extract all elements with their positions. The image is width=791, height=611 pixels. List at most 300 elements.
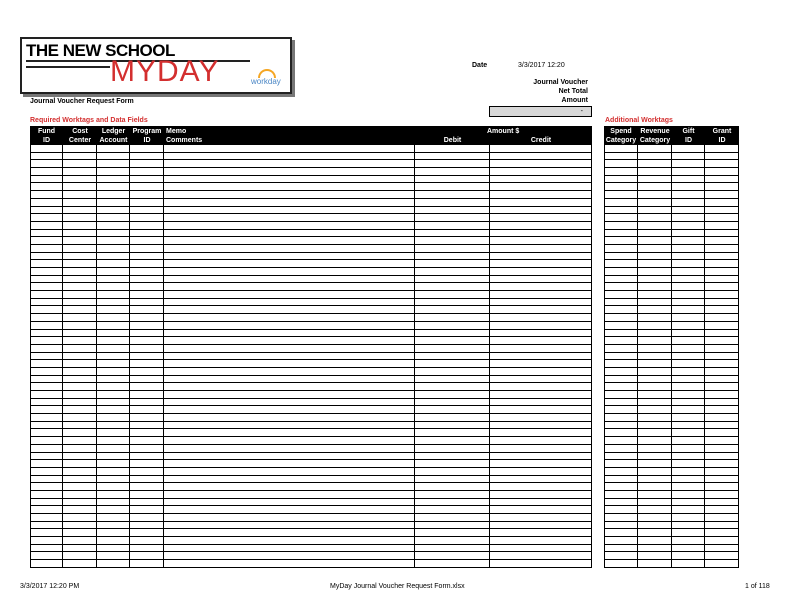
grid-cell[interactable] xyxy=(415,160,490,168)
grid-cell[interactable] xyxy=(63,545,97,553)
grid-cell[interactable] xyxy=(30,314,63,322)
grid-cell[interactable] xyxy=(164,399,415,407)
grid-cell[interactable] xyxy=(705,260,739,268)
grid-cell[interactable] xyxy=(164,268,415,276)
grid-cell[interactable] xyxy=(638,560,672,568)
grid-cell[interactable] xyxy=(415,453,490,461)
grid-cell[interactable] xyxy=(130,460,164,468)
grid-cell[interactable] xyxy=(63,422,97,430)
grid-cell[interactable] xyxy=(130,314,164,322)
grid-cell[interactable] xyxy=(415,291,490,299)
grid-cell[interactable] xyxy=(672,353,705,361)
grid-cell[interactable] xyxy=(30,391,63,399)
grid-cell[interactable] xyxy=(130,537,164,545)
grid-cell[interactable] xyxy=(490,345,592,353)
grid-cell[interactable] xyxy=(164,337,415,345)
grid-cell[interactable] xyxy=(30,422,63,430)
grid-cell[interactable] xyxy=(97,153,130,161)
grid-cell[interactable] xyxy=(705,476,739,484)
grid-cell[interactable] xyxy=(672,337,705,345)
grid-cell[interactable] xyxy=(638,283,672,291)
grid-cell[interactable] xyxy=(164,437,415,445)
grid-cell[interactable] xyxy=(30,552,63,560)
grid-cell[interactable] xyxy=(130,522,164,530)
grid-cell[interactable] xyxy=(63,506,97,514)
grid-cell[interactable] xyxy=(415,199,490,207)
grid-cell[interactable] xyxy=(672,422,705,430)
grid-cell[interactable] xyxy=(415,322,490,330)
grid-cell[interactable] xyxy=(705,214,739,222)
grid-cell[interactable] xyxy=(415,522,490,530)
grid-cell[interactable] xyxy=(30,476,63,484)
grid-cell[interactable] xyxy=(672,330,705,338)
grid-cell[interactable] xyxy=(705,514,739,522)
grid-cell[interactable] xyxy=(63,514,97,522)
grid-cell[interactable] xyxy=(638,253,672,261)
grid-cell[interactable] xyxy=(638,276,672,284)
grid-cell[interactable] xyxy=(672,345,705,353)
grid-cell[interactable] xyxy=(415,306,490,314)
grid-cell[interactable] xyxy=(130,176,164,184)
grid-cell[interactable] xyxy=(97,422,130,430)
grid-cell[interactable] xyxy=(30,437,63,445)
grid-cell[interactable] xyxy=(672,560,705,568)
grid-cell[interactable] xyxy=(672,322,705,330)
grid-cell[interactable] xyxy=(130,529,164,537)
grid-cell[interactable] xyxy=(705,368,739,376)
grid-cell[interactable] xyxy=(415,337,490,345)
grid-cell[interactable] xyxy=(490,368,592,376)
grid-cell[interactable] xyxy=(30,383,63,391)
grid-cell[interactable] xyxy=(63,260,97,268)
grid-cell[interactable] xyxy=(415,429,490,437)
grid-cell[interactable] xyxy=(130,406,164,414)
grid-cell[interactable] xyxy=(97,537,130,545)
grid-cell[interactable] xyxy=(30,191,63,199)
grid-cell[interactable] xyxy=(415,406,490,414)
grid-cell[interactable] xyxy=(672,376,705,384)
grid-cell[interactable] xyxy=(30,237,63,245)
grid-cell[interactable] xyxy=(97,476,130,484)
grid-cell[interactable] xyxy=(30,514,63,522)
grid-cell[interactable] xyxy=(705,145,739,153)
grid-cell[interactable] xyxy=(97,299,130,307)
grid-cell[interactable] xyxy=(164,529,415,537)
grid-cell[interactable] xyxy=(638,337,672,345)
grid-cell[interactable] xyxy=(604,168,638,176)
grid-cell[interactable] xyxy=(490,476,592,484)
grid-cell[interactable] xyxy=(638,176,672,184)
grid-cell[interactable] xyxy=(130,422,164,430)
grid-cell[interactable] xyxy=(705,552,739,560)
grid-cell[interactable] xyxy=(705,153,739,161)
grid-cell[interactable] xyxy=(490,460,592,468)
grid-cell[interactable] xyxy=(415,299,490,307)
grid-cell[interactable] xyxy=(638,422,672,430)
grid-cell[interactable] xyxy=(30,291,63,299)
grid-cell[interactable] xyxy=(30,522,63,530)
grid-cell[interactable] xyxy=(164,514,415,522)
grid-cell[interactable] xyxy=(415,545,490,553)
grid-cell[interactable] xyxy=(415,368,490,376)
grid-cell[interactable] xyxy=(63,345,97,353)
grid-cell[interactable] xyxy=(415,237,490,245)
grid-cell[interactable] xyxy=(63,299,97,307)
grid-cell[interactable] xyxy=(638,153,672,161)
grid-cell[interactable] xyxy=(490,483,592,491)
grid-cell[interactable] xyxy=(130,283,164,291)
grid-cell[interactable] xyxy=(672,460,705,468)
grid-cell[interactable] xyxy=(604,322,638,330)
grid-cell[interactable] xyxy=(63,191,97,199)
grid-cell[interactable] xyxy=(415,314,490,322)
grid-cell[interactable] xyxy=(97,199,130,207)
grid-cell[interactable] xyxy=(30,337,63,345)
grid-cell[interactable] xyxy=(490,437,592,445)
grid-cell[interactable] xyxy=(130,253,164,261)
grid-cell[interactable] xyxy=(30,253,63,261)
grid-cell[interactable] xyxy=(638,506,672,514)
grid-cell[interactable] xyxy=(705,276,739,284)
grid-cell[interactable] xyxy=(672,168,705,176)
grid-cell[interactable] xyxy=(490,276,592,284)
grid-cell[interactable] xyxy=(63,145,97,153)
grid-cell[interactable] xyxy=(97,414,130,422)
grid-cell[interactable] xyxy=(164,429,415,437)
grid-cell[interactable] xyxy=(672,414,705,422)
grid-cell[interactable] xyxy=(490,383,592,391)
grid-cell[interactable] xyxy=(638,191,672,199)
grid-cell[interactable] xyxy=(164,453,415,461)
grid-cell[interactable] xyxy=(490,537,592,545)
grid-cell[interactable] xyxy=(30,491,63,499)
grid-cell[interactable] xyxy=(672,506,705,514)
grid-cell[interactable] xyxy=(164,207,415,215)
grid-cell[interactable] xyxy=(604,214,638,222)
grid-cell[interactable] xyxy=(63,330,97,338)
grid-cell[interactable] xyxy=(63,460,97,468)
grid-cell[interactable] xyxy=(490,207,592,215)
grid-cell[interactable] xyxy=(604,368,638,376)
grid-cell[interactable] xyxy=(97,383,130,391)
grid-cell[interactable] xyxy=(604,460,638,468)
grid-cell[interactable] xyxy=(638,306,672,314)
grid-cell[interactable] xyxy=(705,353,739,361)
grid-cell[interactable] xyxy=(130,207,164,215)
grid-cell[interactable] xyxy=(672,429,705,437)
grid-cell[interactable] xyxy=(638,291,672,299)
grid-cell[interactable] xyxy=(130,299,164,307)
grid-cell[interactable] xyxy=(638,230,672,238)
grid-cell[interactable] xyxy=(672,537,705,545)
grid-cell[interactable] xyxy=(30,268,63,276)
grid-cell[interactable] xyxy=(164,560,415,568)
grid-cell[interactable] xyxy=(604,499,638,507)
grid-cell[interactable] xyxy=(130,183,164,191)
grid-cell[interactable] xyxy=(604,522,638,530)
grid-cell[interactable] xyxy=(604,160,638,168)
grid-cell[interactable] xyxy=(604,560,638,568)
grid-cell[interactable] xyxy=(490,306,592,314)
grid-cell[interactable] xyxy=(705,222,739,230)
grid-cell[interactable] xyxy=(30,406,63,414)
grid-cell[interactable] xyxy=(672,437,705,445)
grid-cell[interactable] xyxy=(63,314,97,322)
grid-cell[interactable] xyxy=(130,160,164,168)
grid-cell[interactable] xyxy=(97,483,130,491)
grid-cell[interactable] xyxy=(130,491,164,499)
grid-cell[interactable] xyxy=(638,483,672,491)
grid-cell[interactable] xyxy=(63,429,97,437)
grid-cell[interactable] xyxy=(705,414,739,422)
grid-cell[interactable] xyxy=(638,537,672,545)
grid-cell[interactable] xyxy=(130,437,164,445)
grid-cell[interactable] xyxy=(490,529,592,537)
grid-cell[interactable] xyxy=(130,376,164,384)
grid-cell[interactable] xyxy=(164,391,415,399)
grid-cell[interactable] xyxy=(63,399,97,407)
grid-cell[interactable] xyxy=(97,337,130,345)
grid-cell[interactable] xyxy=(130,506,164,514)
grid-cell[interactable] xyxy=(415,552,490,560)
grid-cell[interactable] xyxy=(97,222,130,230)
grid-cell[interactable] xyxy=(604,345,638,353)
grid-cell[interactable] xyxy=(604,545,638,553)
grid-cell[interactable] xyxy=(130,552,164,560)
grid-cell[interactable] xyxy=(415,183,490,191)
grid-cell[interactable] xyxy=(97,552,130,560)
grid-cell[interactable] xyxy=(164,314,415,322)
grid-cell[interactable] xyxy=(604,207,638,215)
grid-cell[interactable] xyxy=(415,468,490,476)
grid-cell[interactable] xyxy=(130,199,164,207)
grid-cell[interactable] xyxy=(97,545,130,553)
grid-cell[interactable] xyxy=(97,506,130,514)
grid-cell[interactable] xyxy=(490,545,592,553)
grid-cell[interactable] xyxy=(164,276,415,284)
grid-cell[interactable] xyxy=(638,414,672,422)
grid-cell[interactable] xyxy=(130,306,164,314)
grid-cell[interactable] xyxy=(30,360,63,368)
grid-cell[interactable] xyxy=(130,322,164,330)
grid-cell[interactable] xyxy=(164,145,415,153)
grid-cell[interactable] xyxy=(63,560,97,568)
grid-cell[interactable] xyxy=(705,506,739,514)
grid-cell[interactable] xyxy=(705,160,739,168)
grid-cell[interactable] xyxy=(672,253,705,261)
grid-cell[interactable] xyxy=(490,429,592,437)
grid-cell[interactable] xyxy=(638,552,672,560)
grid-cell[interactable] xyxy=(97,145,130,153)
grid-cell[interactable] xyxy=(164,522,415,530)
grid-cell[interactable] xyxy=(63,230,97,238)
grid-cell[interactable] xyxy=(490,399,592,407)
grid-cell[interactable] xyxy=(164,283,415,291)
grid-cell[interactable] xyxy=(415,230,490,238)
grid-cell[interactable] xyxy=(672,153,705,161)
grid-cell[interactable] xyxy=(164,299,415,307)
grid-cell[interactable] xyxy=(490,330,592,338)
grid-cell[interactable] xyxy=(415,207,490,215)
grid-cell[interactable] xyxy=(638,499,672,507)
grid-cell[interactable] xyxy=(705,330,739,338)
grid-cell[interactable] xyxy=(638,183,672,191)
grid-cell[interactable] xyxy=(604,276,638,284)
grid-cell[interactable] xyxy=(63,552,97,560)
grid-cell[interactable] xyxy=(672,468,705,476)
grid-cell[interactable] xyxy=(638,222,672,230)
grid-cell[interactable] xyxy=(638,391,672,399)
grid-cell[interactable] xyxy=(97,499,130,507)
grid-cell[interactable] xyxy=(638,345,672,353)
grid-cell[interactable] xyxy=(604,153,638,161)
grid-cell[interactable] xyxy=(604,529,638,537)
grid-cell[interactable] xyxy=(164,468,415,476)
grid-cell[interactable] xyxy=(705,253,739,261)
grid-cell[interactable] xyxy=(164,376,415,384)
grid-cell[interactable] xyxy=(97,214,130,222)
grid-cell[interactable] xyxy=(490,160,592,168)
grid-cell[interactable] xyxy=(63,406,97,414)
grid-cell[interactable] xyxy=(63,207,97,215)
grid-cell[interactable] xyxy=(97,260,130,268)
grid-cell[interactable] xyxy=(638,453,672,461)
grid-cell[interactable] xyxy=(415,422,490,430)
grid-cell[interactable] xyxy=(705,422,739,430)
grid-cell[interactable] xyxy=(604,422,638,430)
grid-cell[interactable] xyxy=(604,330,638,338)
grid-cell[interactable] xyxy=(97,460,130,468)
grid-cell[interactable] xyxy=(97,468,130,476)
grid-cell[interactable] xyxy=(604,360,638,368)
grid-cell[interactable] xyxy=(97,560,130,568)
grid-cell[interactable] xyxy=(97,191,130,199)
grid-cell[interactable] xyxy=(130,383,164,391)
grid-cell[interactable] xyxy=(672,406,705,414)
grid-cell[interactable] xyxy=(30,399,63,407)
grid-cell[interactable] xyxy=(164,160,415,168)
grid-cell[interactable] xyxy=(705,268,739,276)
grid-cell[interactable] xyxy=(638,160,672,168)
grid-cell[interactable] xyxy=(164,460,415,468)
grid-cell[interactable] xyxy=(130,360,164,368)
grid-cell[interactable] xyxy=(415,168,490,176)
grid-cell[interactable] xyxy=(97,314,130,322)
grid-cell[interactable] xyxy=(705,337,739,345)
grid-cell[interactable] xyxy=(490,391,592,399)
grid-cell[interactable] xyxy=(164,345,415,353)
grid-cell[interactable] xyxy=(638,468,672,476)
grid-cell[interactable] xyxy=(638,368,672,376)
grid-cell[interactable] xyxy=(490,268,592,276)
grid-cell[interactable] xyxy=(705,291,739,299)
grid-cell[interactable] xyxy=(672,545,705,553)
grid-cell[interactable] xyxy=(164,222,415,230)
grid-cell[interactable] xyxy=(415,414,490,422)
grid-cell[interactable] xyxy=(604,429,638,437)
grid-cell[interactable] xyxy=(30,453,63,461)
grid-cell[interactable] xyxy=(705,183,739,191)
grid-cell[interactable] xyxy=(63,222,97,230)
grid-cell[interactable] xyxy=(30,529,63,537)
grid-cell[interactable] xyxy=(604,245,638,253)
grid-cell[interactable] xyxy=(415,499,490,507)
grid-cell[interactable] xyxy=(490,183,592,191)
grid-cell[interactable] xyxy=(415,491,490,499)
grid-cell[interactable] xyxy=(490,552,592,560)
grid-cell[interactable] xyxy=(415,476,490,484)
grid-cell[interactable] xyxy=(638,314,672,322)
grid-cell[interactable] xyxy=(638,245,672,253)
grid-cell[interactable] xyxy=(97,276,130,284)
grid-cell[interactable] xyxy=(415,253,490,261)
grid-cell[interactable] xyxy=(63,168,97,176)
grid-cell[interactable] xyxy=(130,545,164,553)
grid-cell[interactable] xyxy=(97,368,130,376)
grid-cell[interactable] xyxy=(30,499,63,507)
grid-cell[interactable] xyxy=(164,545,415,553)
grid-cell[interactable] xyxy=(672,237,705,245)
grid-cell[interactable] xyxy=(164,506,415,514)
grid-cell[interactable] xyxy=(490,145,592,153)
grid-cell[interactable] xyxy=(638,460,672,468)
grid-cell[interactable] xyxy=(30,468,63,476)
grid-cell[interactable] xyxy=(604,414,638,422)
grid-cell[interactable] xyxy=(164,499,415,507)
grid-cell[interactable] xyxy=(638,476,672,484)
grid-cell[interactable] xyxy=(490,422,592,430)
grid-cell[interactable] xyxy=(604,406,638,414)
grid-cell[interactable] xyxy=(30,376,63,384)
grid-cell[interactable] xyxy=(415,191,490,199)
grid-cell[interactable] xyxy=(672,245,705,253)
grid-cell[interactable] xyxy=(97,253,130,261)
grid-cell[interactable] xyxy=(705,545,739,553)
grid-cell[interactable] xyxy=(97,406,130,414)
grid-cell[interactable] xyxy=(490,445,592,453)
grid-cell[interactable] xyxy=(130,222,164,230)
grid-cell[interactable] xyxy=(490,253,592,261)
grid-cell[interactable] xyxy=(30,506,63,514)
grid-cell[interactable] xyxy=(415,460,490,468)
grid-cell[interactable] xyxy=(30,214,63,222)
grid-cell[interactable] xyxy=(672,453,705,461)
grid-cell[interactable] xyxy=(164,214,415,222)
grid-cell[interactable] xyxy=(604,176,638,184)
grid-cell[interactable] xyxy=(638,529,672,537)
grid-cell[interactable] xyxy=(130,268,164,276)
grid-cell[interactable] xyxy=(672,483,705,491)
grid-cell[interactable] xyxy=(164,552,415,560)
grid-cell[interactable] xyxy=(638,353,672,361)
grid-cell[interactable] xyxy=(130,291,164,299)
grid-cell[interactable] xyxy=(604,291,638,299)
grid-cell[interactable] xyxy=(604,268,638,276)
grid-cell[interactable] xyxy=(63,391,97,399)
grid-cell[interactable] xyxy=(415,360,490,368)
grid-cell[interactable] xyxy=(130,214,164,222)
grid-cell[interactable] xyxy=(604,353,638,361)
grid-cell[interactable] xyxy=(97,529,130,537)
grid-cell[interactable] xyxy=(705,391,739,399)
grid-cell[interactable] xyxy=(672,283,705,291)
grid-cell[interactable] xyxy=(705,199,739,207)
grid-cell[interactable] xyxy=(130,237,164,245)
grid-cell[interactable] xyxy=(63,306,97,314)
grid-cell[interactable] xyxy=(638,168,672,176)
grid-cell[interactable] xyxy=(638,199,672,207)
grid-cell[interactable] xyxy=(415,276,490,284)
